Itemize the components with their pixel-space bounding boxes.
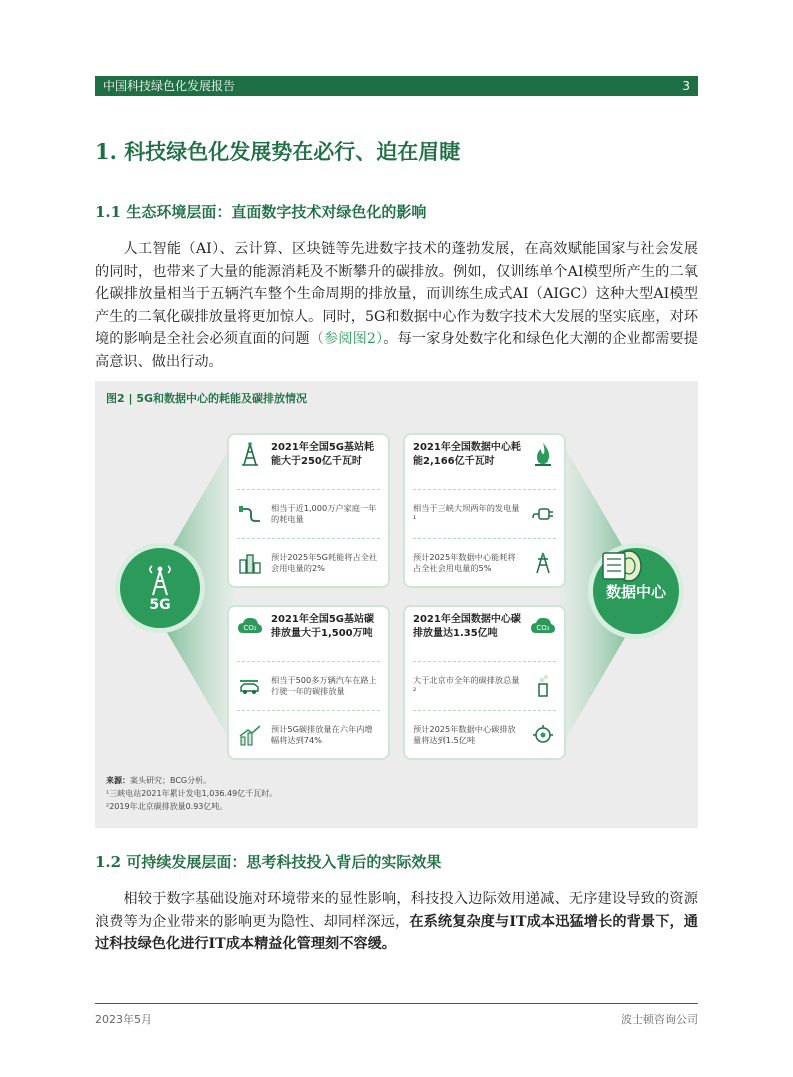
figure-reference-link[interactable]: （参阅图2）: [309, 331, 384, 347]
card-dc-carbon-head: 2021年全国数据中心碳排放量达1.35亿吨: [413, 614, 521, 639]
card-5g-energy: [227, 433, 390, 588]
card-dc-energy-head: 2021年全国数据中心耗能2,166亿千瓦时: [413, 442, 521, 467]
source-text: 案头研究；BCG分析。: [130, 776, 212, 785]
subsection-heading-1-1: 1.1 生态环境层面：直面数字技术对绿色化的影响: [95, 203, 427, 221]
5g-circle: [115, 543, 205, 633]
card-dc-carbon-row2: 预计2025年数据中心碳排放量将达到1.5亿吨: [413, 723, 516, 745]
flame-icon: [530, 441, 556, 467]
city-buildings-icon: [237, 550, 263, 576]
car-icon: [237, 673, 263, 699]
figure-title: 图2 | 5G和数据中心的耗能及碳排放情况: [106, 392, 308, 405]
card-dc-energy-row2: 预计2025年数据中心能耗将占全社会用电量的5%: [413, 551, 516, 573]
report-title: 中国科技绿色化发展报告: [103, 79, 236, 93]
section-heading: 1. 科技绿色化发展势在必行、迫在眉睫: [95, 139, 461, 164]
co2-text: CO₂: [536, 624, 550, 632]
footer-date: 2023年5月: [95, 1013, 152, 1026]
5g-label: 5G: [149, 597, 171, 613]
divider: [237, 489, 380, 490]
card-dc-energy-row1: 相当于三峡大坝两年的发电量¹: [413, 502, 520, 524]
rising-chart-icon: [237, 722, 263, 748]
engine-icon: [530, 722, 556, 748]
paragraph-1-2-emphasis: 在系统复杂度与IT成本迅猛增长的背景下，通过科技绿色化进行IT成本精益化管理刻不容缓。: [95, 913, 698, 952]
divider: [413, 661, 556, 662]
paragraph-1-1-text-a: 人工智能（AI）、云计算、区块链等先进数字技术的蓬勃发展，在高效赋能国家与社会发展的同时，也带来了大量的能源消耗及不断攀升的碳排放。例如，仅训练单个AI模型所产生的二氧化碳排放量相当于五辆汽车整个生命周期的排放量，而训练生成式AI（AIGC）这种大型AI模型产生的二氧化碳排放量将更加惊人。同时，5G和数据中心作为数字技术大发展的坚实底座，对环境的影响是全社会必须直面的问题: [95, 241, 698, 347]
paragraph-1-1: [95, 238, 698, 373]
card-dc-carbon-row1: 大于北京市全年的碳排放总量²: [413, 674, 520, 696]
source-label: 来源：: [106, 776, 130, 785]
cell-tower-icon: [145, 563, 175, 597]
paragraph-1-1-text-b: 。每一家身处数字化和绿色化大潮的企业都需要提高意识、做出行动。: [95, 331, 698, 370]
card-5g-energy-row2: 预计2025年5G耗能将占全社会用电量的2%: [271, 551, 378, 573]
card-5g-carbon-row1: 相当于500多万辆汽车在路上行驶一年的碳排放量: [271, 674, 377, 696]
data-center-label: 数据中心: [605, 582, 666, 601]
subsection-heading-1-2: 1.2 可持续发展层面：思考科技投入背后的实际效果: [95, 853, 442, 871]
power-pylon-icon: [530, 550, 556, 576]
divider: [413, 489, 556, 490]
divider: [237, 538, 380, 539]
card-5g-carbon-row2: 预计5G碳排放量在六年内增幅将达到74%: [271, 723, 373, 745]
co2-cloud-icon: [237, 613, 263, 639]
footnote-2: ²2019年北京碳排放量0.93亿吨。: [106, 802, 228, 811]
power-cable-icon: [237, 501, 263, 527]
co2-text: CO₂: [243, 624, 257, 632]
divider: [413, 538, 556, 539]
paragraph-1-2: [95, 888, 698, 956]
figure-source-notes: [106, 774, 277, 813]
card-5g-energy-row1: 相当于近1,000万户家庭一年的耗电量: [271, 502, 377, 524]
server-rack-icon: [599, 549, 643, 583]
co2-cloud-icon: [530, 613, 556, 639]
card-dc-carbon: [403, 605, 566, 760]
footer-organization: 波士顿咨询公司: [621, 1013, 698, 1026]
factory-chimney-icon: [530, 673, 556, 699]
paragraph-1-2-text: 相较于数字基础设施对环境带来的显性影响，科技投入边际效用递减、无序建设导致的资源浪费等为企业带来的影响更为隐性、却同样深远，: [95, 891, 698, 930]
card-5g-carbon-head: 2021年全国5G基站碳排放量大于1,500万吨: [271, 614, 374, 639]
divider: [237, 710, 380, 711]
divider: [413, 710, 556, 711]
figure-2: [95, 381, 698, 828]
tower-icon: [237, 441, 263, 467]
footer-divider: [95, 1003, 698, 1004]
plug-icon: [530, 501, 556, 527]
page-header-bar: [95, 76, 698, 96]
card-5g-energy-head: 2021年全国5G基站耗能大于250亿千瓦时: [271, 442, 374, 467]
footnote-1: ¹三峡电站2021年累计发电1,036.49亿千瓦时。: [106, 789, 278, 798]
page-number: 3: [682, 79, 690, 93]
card-5g-carbon: [227, 605, 390, 760]
card-dc-energy: [403, 433, 566, 588]
divider: [237, 661, 380, 662]
